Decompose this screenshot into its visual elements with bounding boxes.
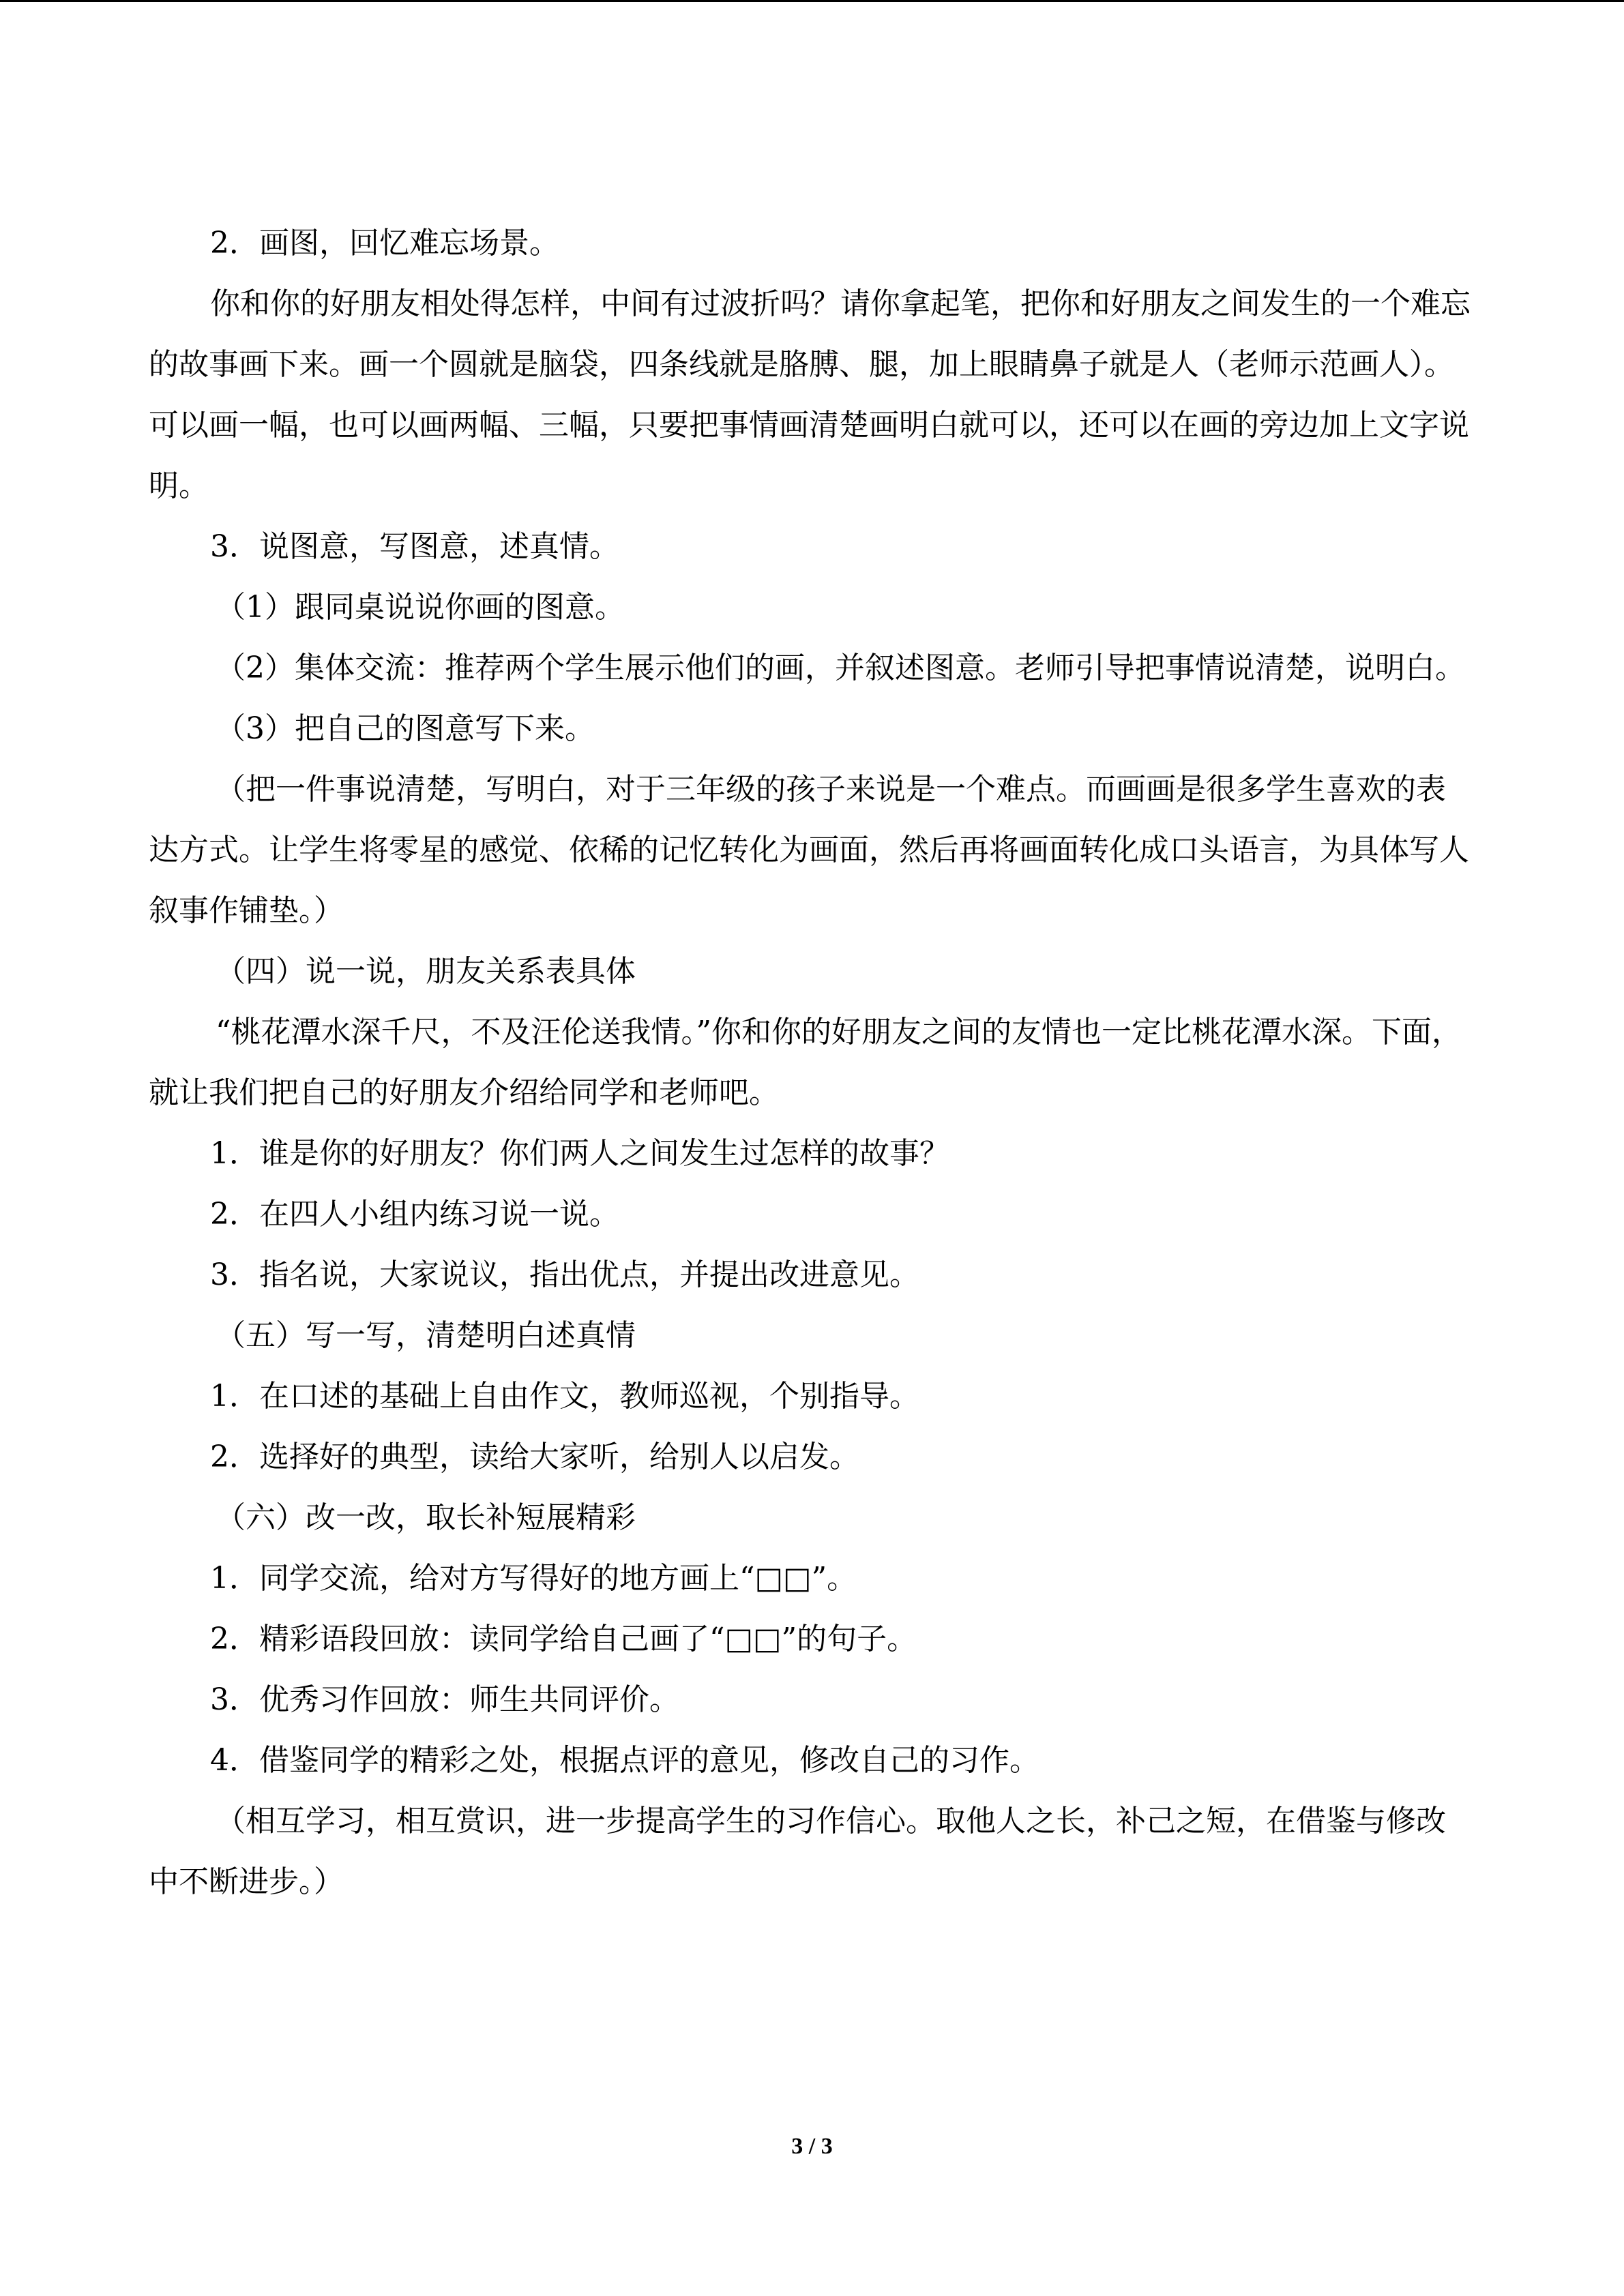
top-border-line xyxy=(0,0,1624,2)
paragraph-section-4-item-2: 2．在四人小组内练习说一说。 xyxy=(210,1197,619,1232)
paragraph-design-note-2: （相互学习，相互赏识，进一步提高学生的习作信心。取他人之长，补己之短，在借鉴与修改中不断进步。） xyxy=(149,1804,1446,1899)
paragraph-substep-3: （3）把自己的图意写下来。 xyxy=(216,711,595,746)
page-number: 3 / 3 xyxy=(791,2134,833,2159)
paragraph-drawing-instructions: 你和你的好朋友相处得怎样，中间有过波折吗？请你拿起笔，把你和好朋友之间发生的一个难忘的故事画下来。画一个圆就是脑袋，四条线就是胳膊、腿，加上眼睛鼻子就是人（老师示范画人）。可以画一幅，也可以画两幅、三幅，只要把事情画清楚画明白就可以，还可以在画的旁边加上文字说明。 xyxy=(149,286,1471,503)
paragraph-design-note-1: （把一件事说清楚，写明白，对于三年级的孩子来说是一个难点。而画画是很多学生喜欢的表达方式。让学生将零星的感觉、依稀的记忆转化为画面，然后再将画面转化成口头语言，为具体写人叙事作铺垫。） xyxy=(149,772,1469,928)
paragraph-section-4-item-3: 3．指名说，大家说议，指出优点，并提出改进意见。 xyxy=(210,1257,919,1292)
paragraph-section-5-item-1: 1．在口述的基础上自由作文，教师巡视，个别指导。 xyxy=(210,1379,919,1414)
paragraph-step-3-heading: 3．说图意，写图意，述真情。 xyxy=(210,529,619,564)
paragraph-substep-1: （1）跟同桌说说你画的图意。 xyxy=(216,590,625,625)
section-heading-6: （六）改一改，取长补短展精彩 xyxy=(216,1500,636,1535)
section-heading-4: （四）说一说，朋友关系表具体 xyxy=(216,954,636,989)
paragraph-section-6-item-2: 2．精彩语段回放：读同学给自己画了“□□”的句子。 xyxy=(210,1622,917,1656)
paragraph-section-4-item-1: 1．谁是你的好朋友？你们两人之间发生过怎样的故事？ xyxy=(210,1136,949,1171)
paragraph-section-6-item-4: 4．借鉴同学的精彩之处，根据点评的意见，修改自己的习作。 xyxy=(210,1743,1039,1778)
paragraph-step-2-heading: 2．画图，回忆难忘场景。 xyxy=(210,226,559,260)
paragraph-substep-2: （2）集体交流：推荐两个学生展示他们的画，并叙述图意。老师引导把事情说清楚，说明白。 xyxy=(216,651,1465,685)
paragraph-section-6-item-1: 1．同学交流，给对方写得好的地方画上“□□”。 xyxy=(210,1561,857,1596)
document-body xyxy=(149,213,1475,1912)
paragraph-section-6-item-3: 3．优秀习作回放：师生共同评价。 xyxy=(210,1682,679,1717)
paragraph-section-5-item-2: 2．选择好的典型，读给大家听，给别人以启发。 xyxy=(210,1440,859,1474)
section-heading-5: （五）写一写，清楚明白述真情 xyxy=(216,1318,636,1353)
paragraph-poem-intro: “桃花潭水深千尺，不及汪伦送我情。”你和你的好朋友之间的友情也一定比桃花潭水深。下面，就让我们把自己的好朋友介绍给同学和老师吧。 xyxy=(149,1015,1462,1110)
